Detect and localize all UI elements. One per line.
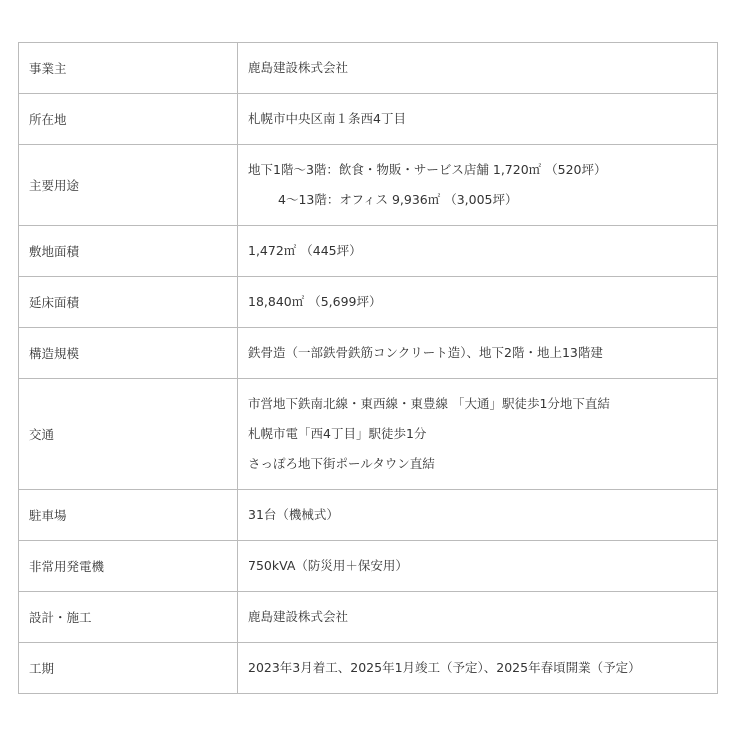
- row-label-location: 所在地: [19, 94, 238, 145]
- row-value-main-use: [238, 145, 718, 226]
- value-line: 鹿島建設株式会社: [248, 60, 349, 75]
- value-line: 札幌市電「西4丁目」駅徒歩1分: [248, 426, 427, 441]
- table-row: [19, 490, 718, 541]
- row-value-structure: [238, 328, 718, 379]
- row-value-design-construction: [238, 592, 718, 643]
- table-row: [19, 94, 718, 145]
- table-row: [19, 541, 718, 592]
- value-line: 鹿島建設株式会社: [248, 609, 349, 624]
- value-line: 2023年3月着工、2025年1月竣工（予定）、2025年春頃開業（予定）: [248, 660, 641, 675]
- value-line: 札幌市中央区南１条西4丁目: [248, 111, 406, 126]
- row-label-generator: 非常用発電機: [19, 541, 238, 592]
- value-line: 1,472㎡ （445坪）: [248, 243, 362, 258]
- table-row: [19, 592, 718, 643]
- table-row: [19, 379, 718, 490]
- row-label-floor-area: 延床面積: [19, 277, 238, 328]
- table-row: [19, 226, 718, 277]
- value-line: さっぽろ地下街ポールタウン直結: [248, 456, 435, 471]
- row-value-schedule: [238, 643, 718, 694]
- row-label-parking: 駐車場: [19, 490, 238, 541]
- value-line: 鉄骨造（一部鉄骨鉄筋コンクリート造）、地下2階・地上13階建: [248, 345, 603, 360]
- row-label-main-use: 主要用途: [19, 145, 238, 226]
- row-label-structure: 構造規模: [19, 328, 238, 379]
- row-label-developer: 事業主: [19, 43, 238, 94]
- row-value-site-area: [238, 226, 718, 277]
- row-value-developer: [238, 43, 718, 94]
- row-label-site-area: 敷地面積: [19, 226, 238, 277]
- table-row: [19, 145, 718, 226]
- project-overview-table: [18, 42, 718, 694]
- value-line: 750kVA（防災用＋保安用）: [248, 558, 408, 573]
- row-label-access: 交通: [19, 379, 238, 490]
- row-label-schedule: 工期: [19, 643, 238, 694]
- row-label-design-construction: 設計・施工: [19, 592, 238, 643]
- table-row: [19, 643, 718, 694]
- table-row: [19, 43, 718, 94]
- row-value-parking: [238, 490, 718, 541]
- row-value-floor-area: [238, 277, 718, 328]
- row-value-generator: [238, 541, 718, 592]
- value-line: 18,840㎡ （5,699坪）: [248, 294, 382, 309]
- value-line: 31台（機械式）: [248, 507, 339, 522]
- row-value-location: [238, 94, 718, 145]
- value-line: 市営地下鉄南北線・東西線・東豊線 「大通」駅徒歩1分地下直結: [248, 396, 610, 411]
- value-line: 4〜13階：オフィス 9,936㎡ （3,005坪）: [278, 192, 518, 207]
- table-row: [19, 328, 718, 379]
- row-value-access: [238, 379, 718, 490]
- value-line: 地下1階〜3階：飲食・物販・サービス店舗 1,720㎡ （520坪）: [248, 162, 607, 177]
- table-row: [19, 277, 718, 328]
